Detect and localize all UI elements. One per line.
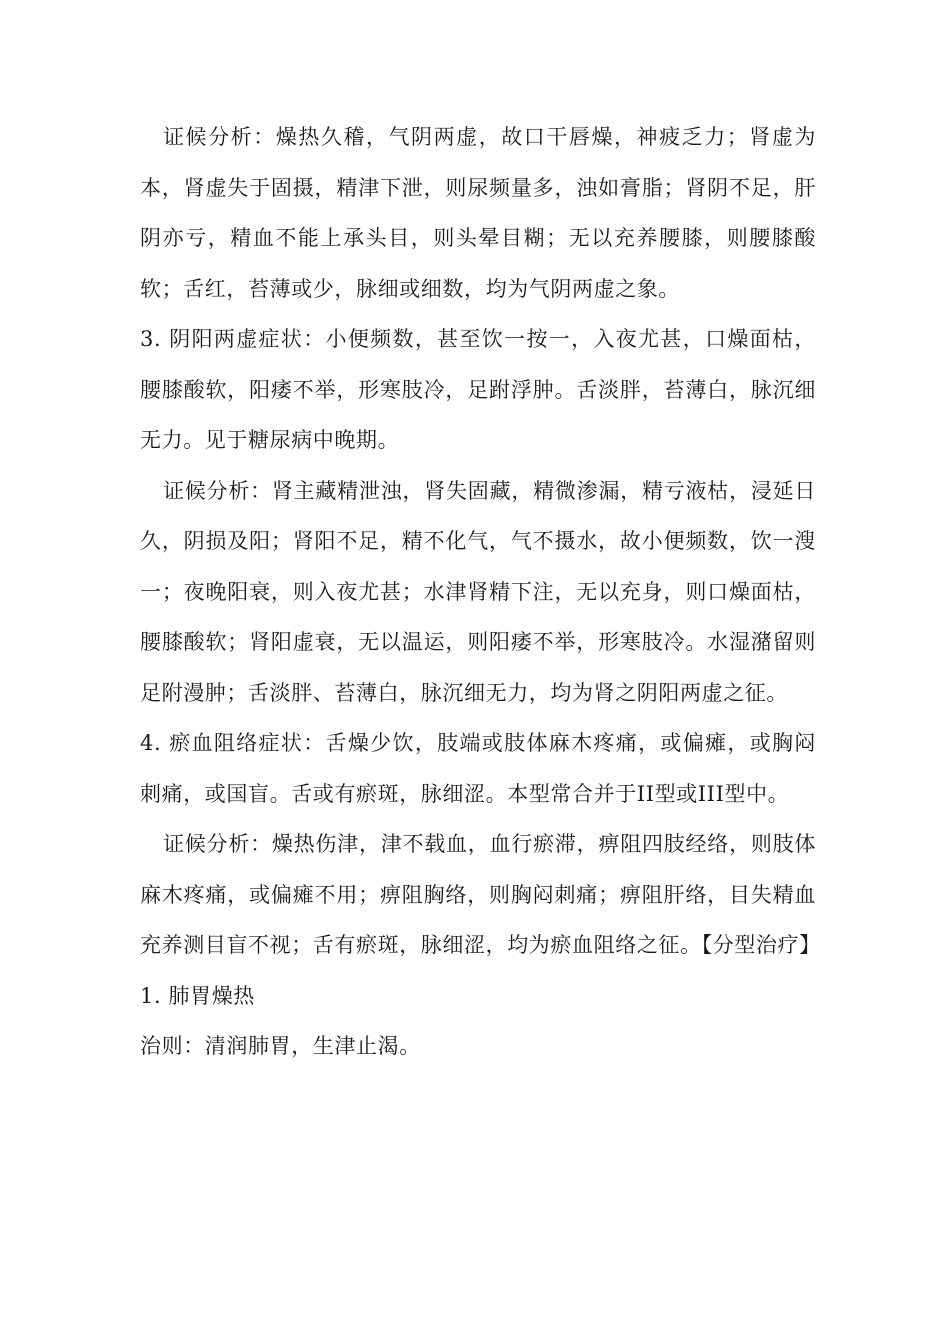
paragraph-syndrome-analysis-yin-yang: 证候分析：肾主藏精泄浊，肾失固藏，精微渗漏，精亏液枯，浸延日久，阴损及阳；肾阳不足，精不化气，气不摄水，故小便频数，饮一溲一；夜晚阳衰，则入夜尤甚；水津肾精下注，无以充身，则口燥面枯，腰膝酸软；肾阳虚衰，无以温运，则阳痿不举，形寒肢冷。水湿潴留则足附漫肿；舌淡胖、苔薄白，脉沉细无力，均为肾之阴阳两虚之征。 <box>140 478 816 705</box>
paragraph-treatment-principle: 治则：清润肺胃，生津止渴。 <box>140 1034 421 1058</box>
heading-lung-stomach-dryness-heat: 1. 肺胃燥热 <box>140 983 255 1008</box>
paragraph-blood-stasis-symptoms: 4. 瘀血阻络症状：舌燥少饮，肢端或肢体麻木疼痛，或偏瘫，或胸闷刺痛，或国盲。舌或有瘀斑，脉细涩。本型常合并于II型或III型中。 <box>140 731 816 806</box>
paragraph-syndrome-analysis-qi-yin: 证候分析：燥热久稽，气阴两虚，故口干唇燥，神疲乏力；肾虚为本，肾虚失于固摄，精津下泄，则尿频量多，浊如膏脂；肾阴不足，肝阴亦亏，精血不能上承头目，则头晕目糊；无以充养腰膝，则腰膝酸软；舌红，苔薄或少，脉细或细数，均为气阴两虚之象。 <box>140 125 816 301</box>
document-body <box>140 112 821 1072</box>
paragraph-syndrome-analysis-blood-stasis: 证候分析：燥热伤津，津不载血，血行瘀滞，痹阻四肢经络，则肢体麻木疼痛，或偏瘫不用；痹阻胸络，则胸闷刺痛；痹阻肝络，目失精血充养测目盲不视；舌有瘀斑，脉细涩，均为瘀血阻络之征。【分型治疗】 <box>140 832 821 957</box>
paragraph-yin-yang-deficiency-symptoms: 3. 阴阳两虚症状：小便频数，甚至饮一按一，入夜尤甚，口燥面枯，腰膝酸软，阳痿不举，形寒肢冷，足跗浮肿。舌淡胖，苔薄白，脉沉细无力。见于糖尿病中晚期。 <box>140 327 816 452</box>
